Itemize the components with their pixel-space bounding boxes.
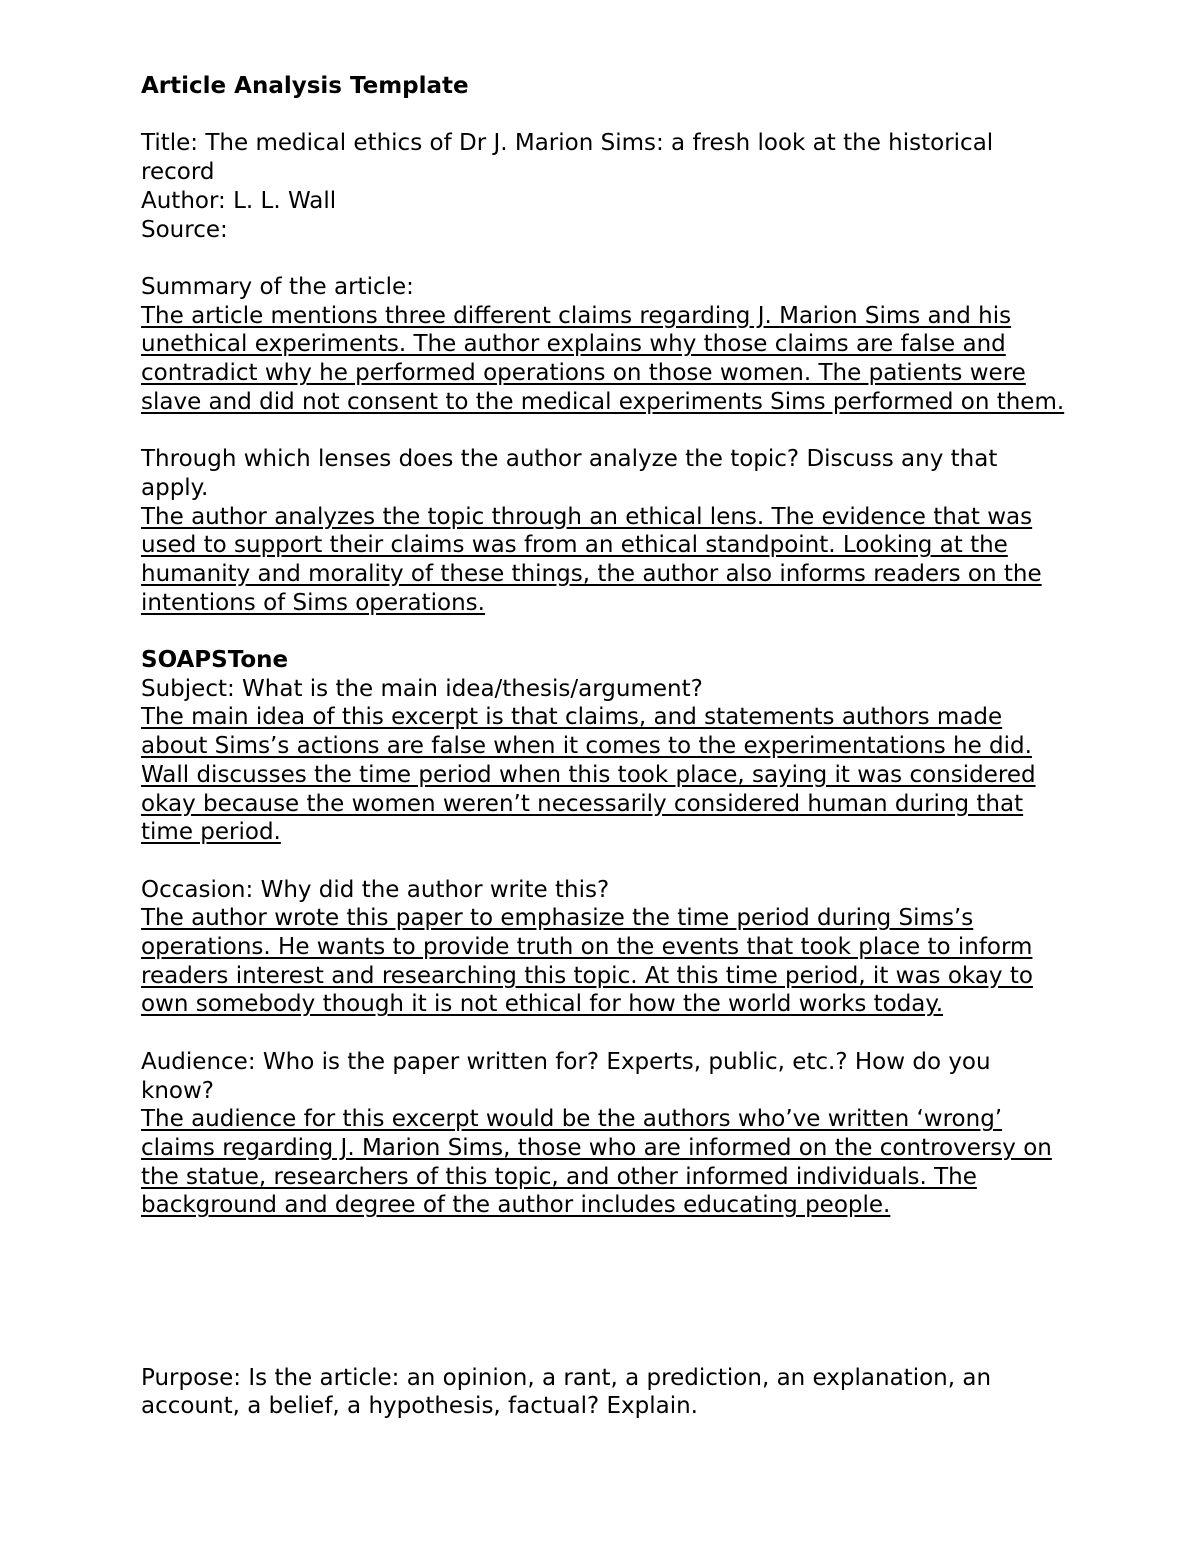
source-line: Source: — [141, 216, 228, 243]
summary-answer: The article mentions three different claims regarding J. Marion Sims and his unethical experiments. The author explains why those claims are false and contradict why he performed operations on those women. The patients were slave and did not consent to the medical experiments Sims performed on them. — [141, 302, 1065, 415]
spacer — [141, 101, 1066, 130]
subject-prompt: Subject: What is the main idea/thesis/argument? — [141, 675, 703, 702]
document-heading: Article Analysis Template — [141, 73, 469, 99]
audience-answer: The audience for this excerpt would be the authors who’ve written ‘wrong’ claims regarding J. Marion Sims, those who are informed on the controversy on the statue, researchers of this topic, and other informed individuals. The background and degree of the author includes educating people. — [141, 1106, 1052, 1219]
occasion-prompt: Occasion: Why did the author write this? — [141, 876, 610, 903]
subject-answer: The main idea of this excerpt is that claims, and statements authors made about Sims’s actions are false when it comes to the experimentations he did. Wall discusses the time period when this took place, saying it was considered okay because the women weren’t necessarily considered human during that time period. — [141, 704, 1036, 846]
occasion-answer: The author wrote this paper to emphasize the time period during Sims’s operations. He wants to provide truth on the events that took place to inform readers interest and researching this topic. At this time period, it was okay to own somebody though it is not ethical for how the world works today. — [141, 905, 1033, 1018]
audience-prompt: Audience: Who is the paper written for? Experts, public, etc.? How do you know? — [141, 1048, 991, 1104]
spacer — [141, 617, 1066, 646]
soapstone-heading: SOAPSTone — [141, 647, 289, 673]
spacer — [141, 1335, 1066, 1364]
purpose-prompt: Purpose: Is the article: an opinion, a rant, a prediction, an explanation, an account, a belief, a hypothesis, factual? Explain. — [141, 1364, 992, 1420]
author-line: Author: L. L. Wall — [141, 187, 337, 214]
spacer — [141, 416, 1066, 445]
title-line: Title: The medical ethics of Dr J. Marion Sims: a fresh look at the historical record — [141, 130, 994, 186]
document-page — [141, 72, 1066, 1421]
spacer — [141, 244, 1066, 273]
spacer — [141, 847, 1066, 876]
lenses-prompt: Through which lenses does the author analyze the topic? Discuss any that apply. — [141, 446, 998, 501]
spacer — [141, 1019, 1066, 1048]
spacer — [141, 1220, 1066, 1335]
summary-prompt: Summary of the article: — [141, 273, 414, 300]
lenses-answer: The author analyzes the topic through an ethical lens. The evidence that was used to support their claims was from an ethical standpoint. Looking at the humanity and morality of these things, the author also informs readers on the intentions of Sims operations. — [141, 503, 1042, 616]
